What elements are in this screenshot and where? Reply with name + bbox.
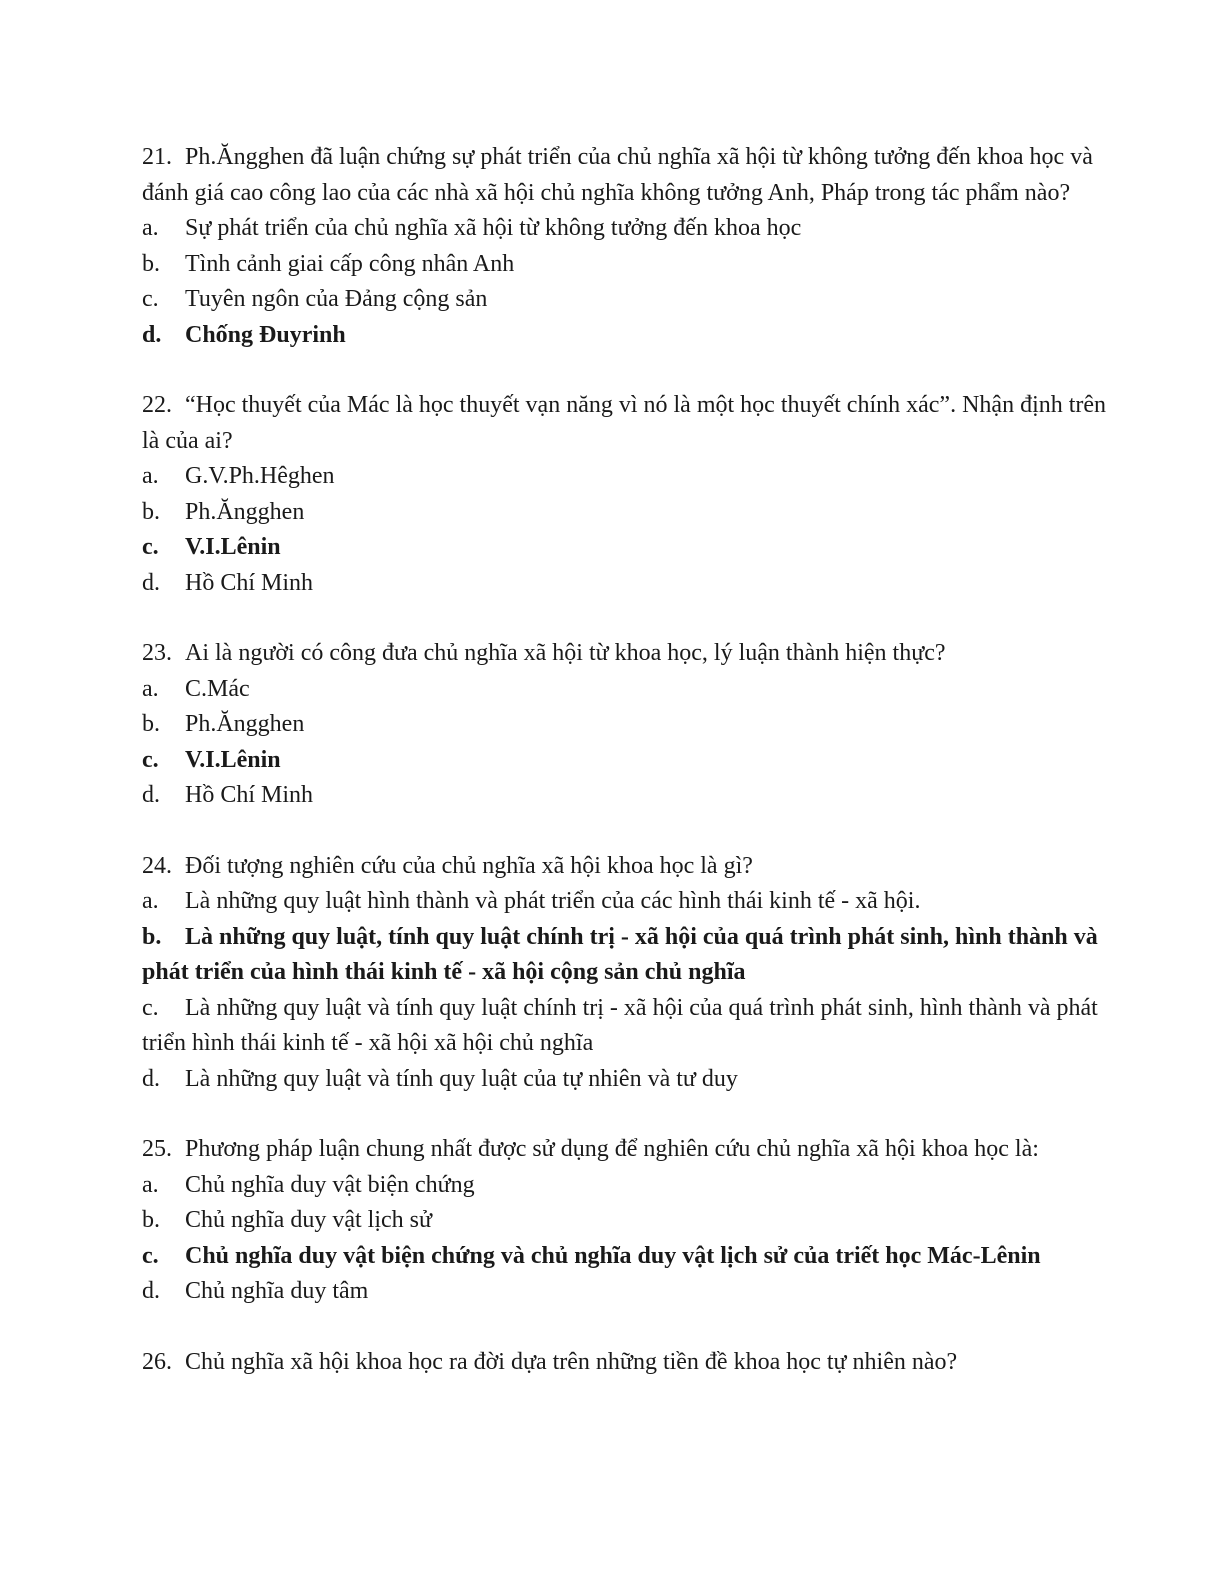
option-text: C.Mác <box>185 675 250 702</box>
option-text: Ph.Ăngghen <box>185 498 305 525</box>
option-text: Chủ nghĩa duy vật biện chứng <box>185 1171 475 1198</box>
option-a <box>142 884 1127 920</box>
question-body: “Học thuyết của Mác là học thuyết vạn năng vì nó là một học thuyết chính xác”. Nhận định trên là của ai? <box>142 392 1107 454</box>
question-23 <box>142 636 1127 814</box>
option-c <box>142 282 1127 318</box>
question-number: 26. <box>142 1348 172 1375</box>
option-text: Hồ Chí Minh <box>185 569 314 596</box>
option-text: G.V.Ph.Hêghen <box>185 463 335 489</box>
option-letter: b. <box>142 1207 160 1233</box>
question-26 <box>142 1345 1127 1381</box>
question-body: Chủ nghĩa xã hội khoa học ra đời dựa trên những tiền đề khoa học tự nhiên nào? <box>185 1348 958 1375</box>
option-text: Chủ nghĩa duy tâm <box>185 1278 369 1304</box>
option-letter: a. <box>142 888 159 914</box>
option-d <box>142 1062 1127 1098</box>
option-c-correct <box>142 530 1127 566</box>
option-text: Là những quy luật và tính quy luật chính trị - xã hội của quá trình phát sinh, hình thành và phát triển hình thái kinh tế - xã hội xã hội chủ nghĩa <box>142 994 1098 1056</box>
question-21 <box>142 140 1127 353</box>
option-text: Tình cảnh giai cấp công nhân Anh <box>185 250 515 277</box>
option-letter: d. <box>142 1278 160 1304</box>
option-letter: a. <box>142 215 159 241</box>
option-b <box>142 1203 1127 1239</box>
question-text <box>142 1345 1127 1381</box>
option-b <box>142 707 1127 743</box>
option-c-correct <box>142 743 1127 779</box>
option-text: Là những quy luật hình thành và phát triển của các hình thái kinh tế - xã hội. <box>185 888 921 914</box>
option-text: V.I.Lênin <box>185 746 281 773</box>
option-letter: d. <box>142 569 160 596</box>
option-letter: c. <box>142 746 159 773</box>
option-letter: c. <box>142 1242 159 1269</box>
question-number: 25. <box>142 1136 172 1162</box>
question-body: Ph.Ăngghen đã luận chứng sự phát triển của chủ nghĩa xã hội từ không tưởng đến khoa học và đánh giá cao công lao của các nhà xã hội chủ nghĩa không tưởng Anh, Pháp trong tác phẩm nào? <box>142 144 1093 206</box>
option-letter: a. <box>142 463 159 489</box>
question-text <box>142 388 1127 459</box>
question-text <box>142 636 1127 672</box>
option-a <box>142 459 1127 495</box>
document-page <box>142 140 1127 1415</box>
option-a <box>142 211 1127 247</box>
option-b <box>142 495 1127 531</box>
question-number: 23. <box>142 640 172 666</box>
option-text: V.I.Lênin <box>185 534 281 560</box>
option-letter: d. <box>142 1065 160 1092</box>
question-25 <box>142 1132 1127 1310</box>
option-letter: b. <box>142 711 160 737</box>
option-c-correct <box>142 1239 1127 1275</box>
option-letter: c. <box>142 286 159 312</box>
question-24 <box>142 849 1127 1098</box>
option-text: Sự phát triển của chủ nghĩa xã hội từ không tưởng đến khoa học <box>185 215 802 241</box>
option-text: Tuyên ngôn của Đảng cộng sản <box>185 286 488 312</box>
option-text: Ph.Ăngghen <box>185 711 305 737</box>
option-text: Hồ Chí Minh <box>185 782 314 808</box>
question-22 <box>142 388 1127 601</box>
option-letter: c. <box>142 994 159 1021</box>
option-c <box>142 991 1127 1062</box>
question-body: Đối tượng nghiên cứu của chủ nghĩa xã hội khoa học là gì? <box>185 852 753 879</box>
question-number: 24. <box>142 852 172 879</box>
option-letter: c. <box>142 534 159 560</box>
option-d <box>142 778 1127 814</box>
option-text: Chủ nghĩa duy vật lịch sử <box>185 1207 432 1233</box>
question-number: 21. <box>142 144 172 170</box>
question-text <box>142 849 1127 885</box>
option-d <box>142 566 1127 602</box>
option-a <box>142 672 1127 708</box>
question-text <box>142 1132 1127 1168</box>
option-letter: b. <box>142 498 160 525</box>
question-body: Ai là người có công đưa chủ nghĩa xã hội từ khoa học, lý luận thành hiện thực? <box>185 640 946 666</box>
option-a <box>142 1168 1127 1204</box>
option-letter: b. <box>142 923 162 950</box>
question-body: Phương pháp luận chung nhất được sử dụng để nghiên cứu chủ nghĩa xã hội khoa học là: <box>185 1136 1039 1162</box>
option-text: Là những quy luật và tính quy luật của tự nhiên và tư duy <box>185 1065 738 1092</box>
option-letter: d. <box>142 321 162 348</box>
question-number: 22. <box>142 392 172 418</box>
option-text: Chống Đuyrinh <box>185 321 346 348</box>
option-letter: a. <box>142 1171 159 1198</box>
option-b <box>142 247 1127 283</box>
option-b-correct <box>142 920 1127 991</box>
option-d-correct <box>142 318 1127 354</box>
option-d <box>142 1274 1127 1310</box>
option-letter: b. <box>142 250 160 277</box>
option-text: Chủ nghĩa duy vật biện chứng và chủ nghĩa duy vật lịch sử của triết học Mác-Lênin <box>185 1242 1041 1269</box>
question-text <box>142 140 1127 211</box>
option-letter: a. <box>142 675 159 702</box>
option-letter: d. <box>142 782 160 808</box>
option-text: Là những quy luật, tính quy luật chính trị - xã hội của quá trình phát sinh, hình thành và phát triển của hình thái kinh tế - xã hội cộng sản chủ nghĩa <box>142 923 1098 985</box>
